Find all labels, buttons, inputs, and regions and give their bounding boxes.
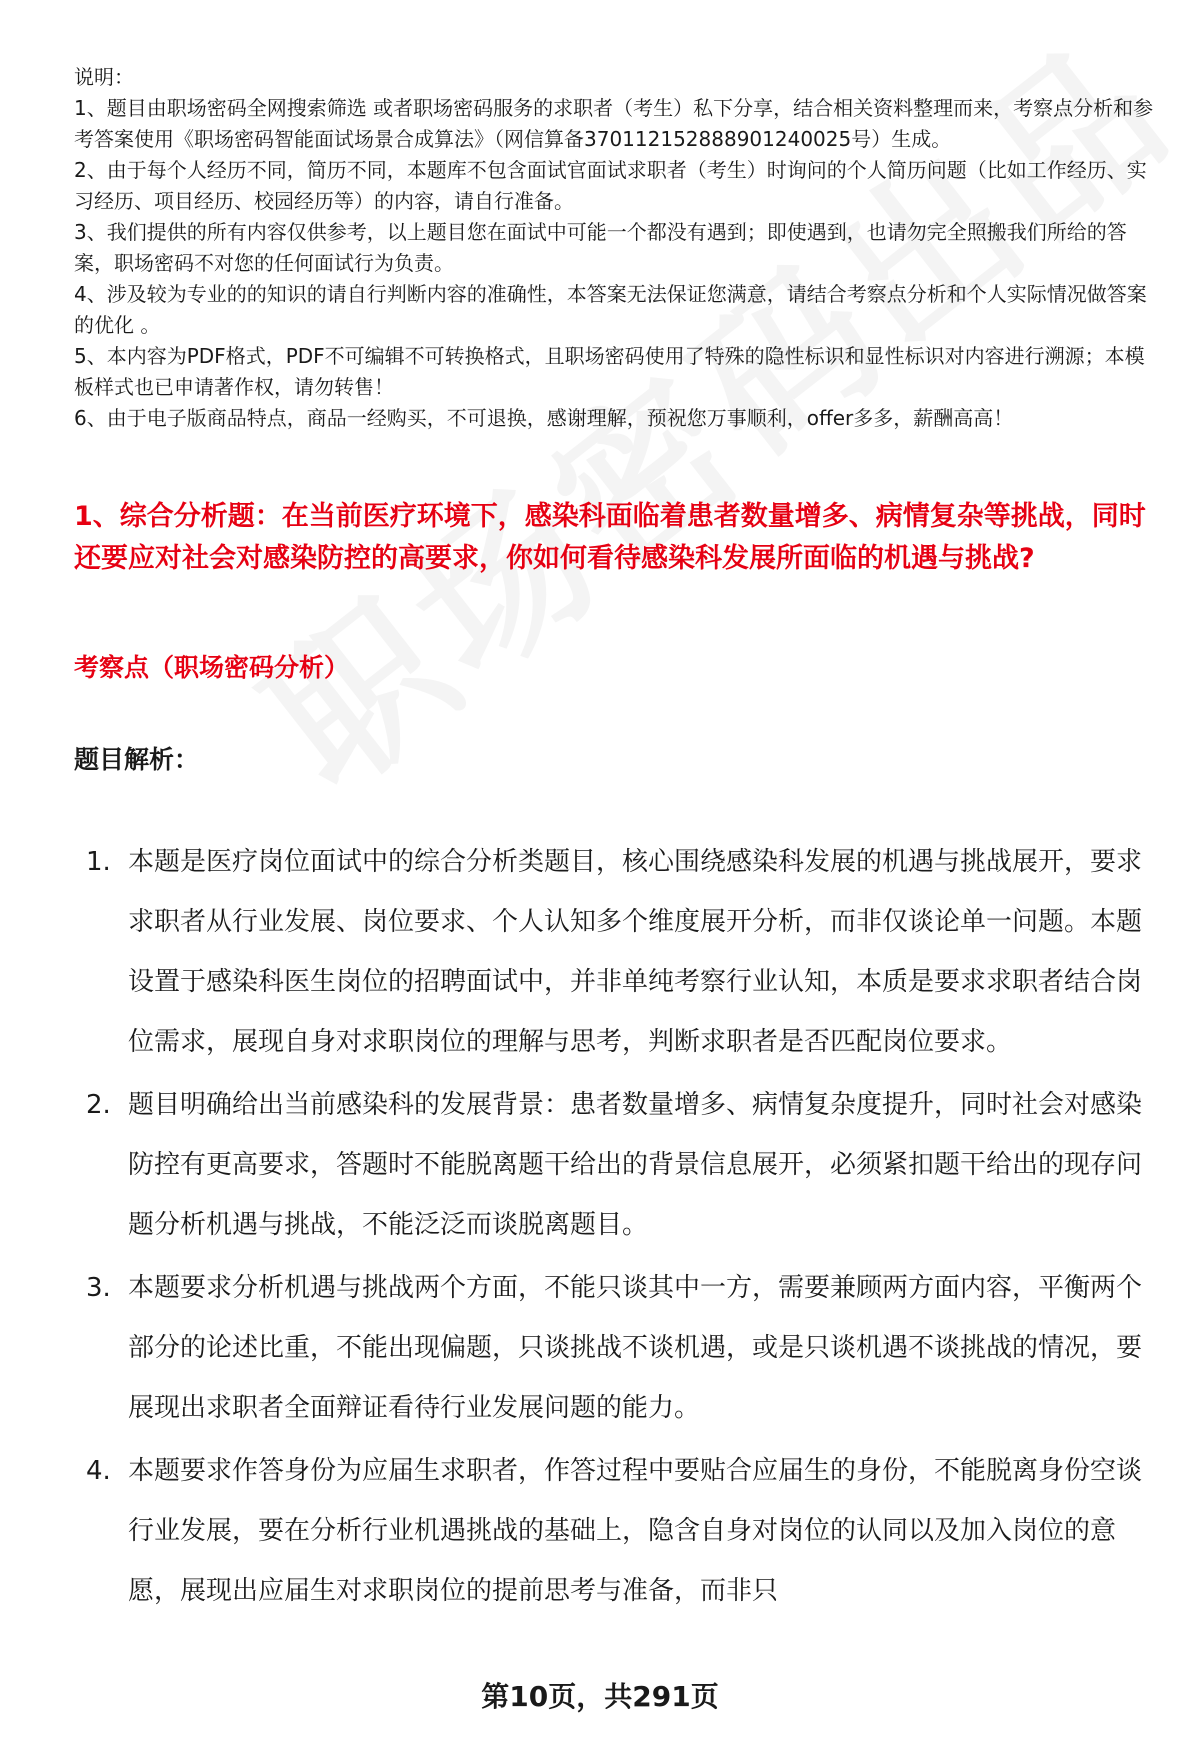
notes-section: [74, 62, 1164, 434]
list-item-text: 本题要求作答身份为应届生求职者，作答过程中要贴合应届生的身份，不能脱离身份空谈行业发展，要在分析行业机遇挑战的基础上，隐含自身对岗位的认同以及加入岗位的意愿，展现出应届生对求职岗位的提前思考与准备，而非只: [128, 1456, 1143, 1606]
list-item-number: 3.: [86, 1273, 111, 1303]
list-item-text: 题目明确给出当前感染科的发展背景：患者数量增多、病情复杂度提升，同时社会对感染防控有更高要求，答题时不能脱离题干给出的背景信息展开，必须紧扣题干给出的现存问题分析机遇与挑战，不能泛泛而谈脱离题目。: [128, 1090, 1143, 1240]
list-item: [74, 832, 1164, 1072]
question-title: 1、综合分析题：在当前医疗环境下，感染科面临着患者数量增多、病情复杂等挑战，同时还要应对社会对感染防控的高要求，你如何看待感染科发展所面临的机遇与挑战?: [74, 501, 1146, 574]
kaocha-heading: 考察点（职场密码分析）: [74, 653, 350, 682]
note-item: 6、由于电子版商品特点，商品一经购买，不可退换，感谢理解，预祝您万事顺利，offer多多，薪酬高高！: [74, 406, 1014, 430]
page-number: 第10页，共291页: [481, 1680, 719, 1713]
jiexi-heading: 题目解析：: [74, 745, 200, 774]
notes-heading: 说明：: [74, 65, 134, 89]
list-item: [74, 1258, 1164, 1438]
note-item: 4、涉及较为专业的的知识的请自行判断内容的准确性，本答案无法保证您满意，请结合考察点分析和个人实际情况做答案的优化 。: [74, 282, 1147, 337]
list-item-text: 本题是医疗岗位面试中的综合分析类题目，核心围绕感染科发展的机遇与挑战展开，要求求职者从行业发展、岗位要求、个人认知多个维度展开分析，而非仅谈论单一问题。本题设置于感染科医生岗位的招聘面试中，并非单纯考察行业认知，本质是要求求职者结合岗位需求，展现自身对求职岗位的理解与思考，判断求职者是否匹配岗位要求。: [128, 847, 1143, 1057]
list-item-number: 2.: [86, 1090, 111, 1120]
list-item-number: 1.: [86, 847, 111, 877]
analysis-list: [74, 832, 1164, 1624]
note-item: 2、由于每个人经历不同，简历不同，本题库不包含面试官面试求职者（考生）时询问的个人简历问题（比如工作经历、实习经历、项目经历、校园经历等）的内容，请自行准备。: [74, 158, 1147, 213]
list-item-text: 本题要求分析机遇与挑战两个方面，不能只谈其中一方，需要兼顾两方面内容，平衡两个部分的论述比重，不能出现偏题，只谈挑战不谈机遇，或是只谈机遇不谈挑战的情况，要展现出求职者全面辩证看待行业发展问题的能力。: [128, 1273, 1143, 1423]
list-item: [74, 1075, 1164, 1255]
list-item: [74, 1441, 1164, 1621]
note-item: 3、我们提供的所有内容仅供参考，以上题目您在面试中可能一个都没有遇到；即使遇到，也请勿完全照搬我们所给的答案，职场密码不对您的任何面试行为负责。: [74, 220, 1127, 275]
note-item: 5、本内容为PDF格式，PDF不可编辑不可转换格式，且职场密码使用了特殊的隐性标识和显性标识对内容进行溯源；本模板样式也已申请著作权，请勿转售！: [74, 344, 1145, 399]
list-item-number: 4.: [86, 1456, 111, 1486]
note-item: 1、题目由职场密码全网搜索筛选 或者职场密码服务的求职者（考生）私下分享，结合相关资料整理而来，考察点分析和参考答案使用《职场密码智能面试场景合成算法》（网信算备370112152888901240025号）生成。: [74, 96, 1154, 151]
